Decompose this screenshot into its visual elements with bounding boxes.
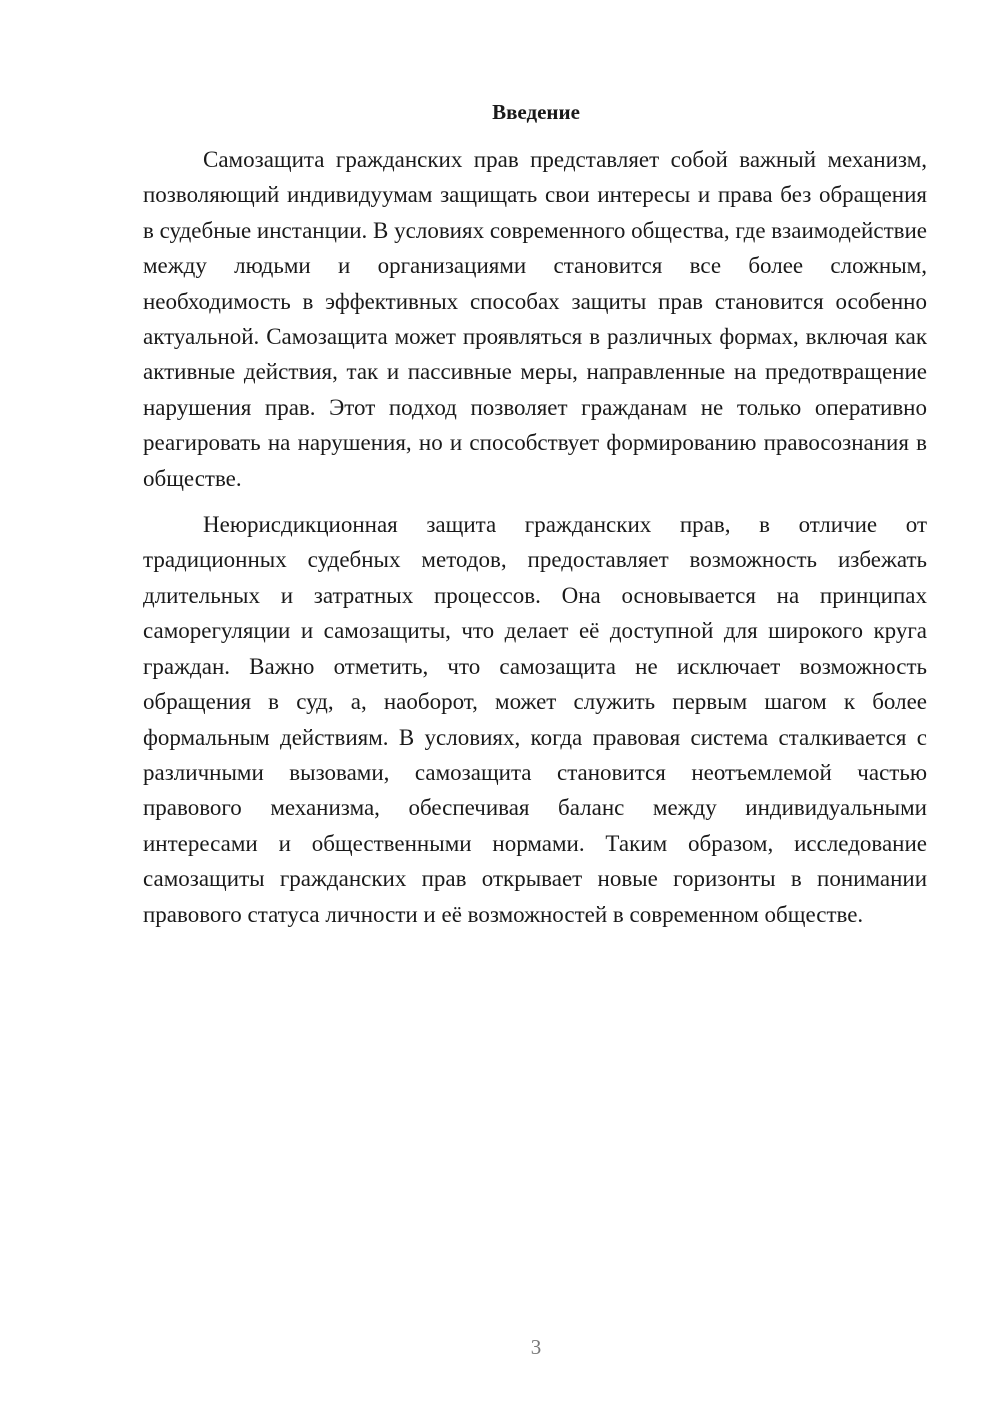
paragraph-2: Неюрисдикционная защита гражданских прав, в отличие от традиционных судебных методов, предоставляет возможность избежать длительных и затратных процессов. Она основывается на принципах саморегуляции и самозащиты, что делает её доступной для широкого круга граждан. Важно отметить, что самозащита не исключает возможность обращения в суд, а, наоборот, может служить первым шагом к более формальным действиям. В условиях, когда правовая система сталкивается с различными вызовами, самозащита становится неотъемлемой частью правового механизма, обеспечивая баланс между индивидуальными интересами и общественными нормами. Таким образом, исследование самозащиты гражданских прав открывает новые горизонты в понимании правового статуса личности и её возможностей в современном обществе. (143, 512, 927, 927)
paragraph-1: Самозащита гражданских прав представляет собой важный механизм, позволяющий индивидуумам защищать свои интересы и права без обращения в судебные инстанции. В условиях современного общества, где взаимодействие между людьми и организациями становится все более сложным, необходимость в эффективных способах защиты прав становится особенно актуальной. Самозащита может проявляться в различных формах, включая как активные действия, так и пассивные меры, направленные на предотвращение нарушения прав. Этот подход позволяет гражданам не только оперативно реагировать на нарушения, но и способствует формированию правосознания в обществе. (143, 147, 927, 491)
body-text (143, 142, 927, 932)
section-title: Введение (492, 100, 580, 124)
page-number: 3 (530, 1335, 542, 1359)
